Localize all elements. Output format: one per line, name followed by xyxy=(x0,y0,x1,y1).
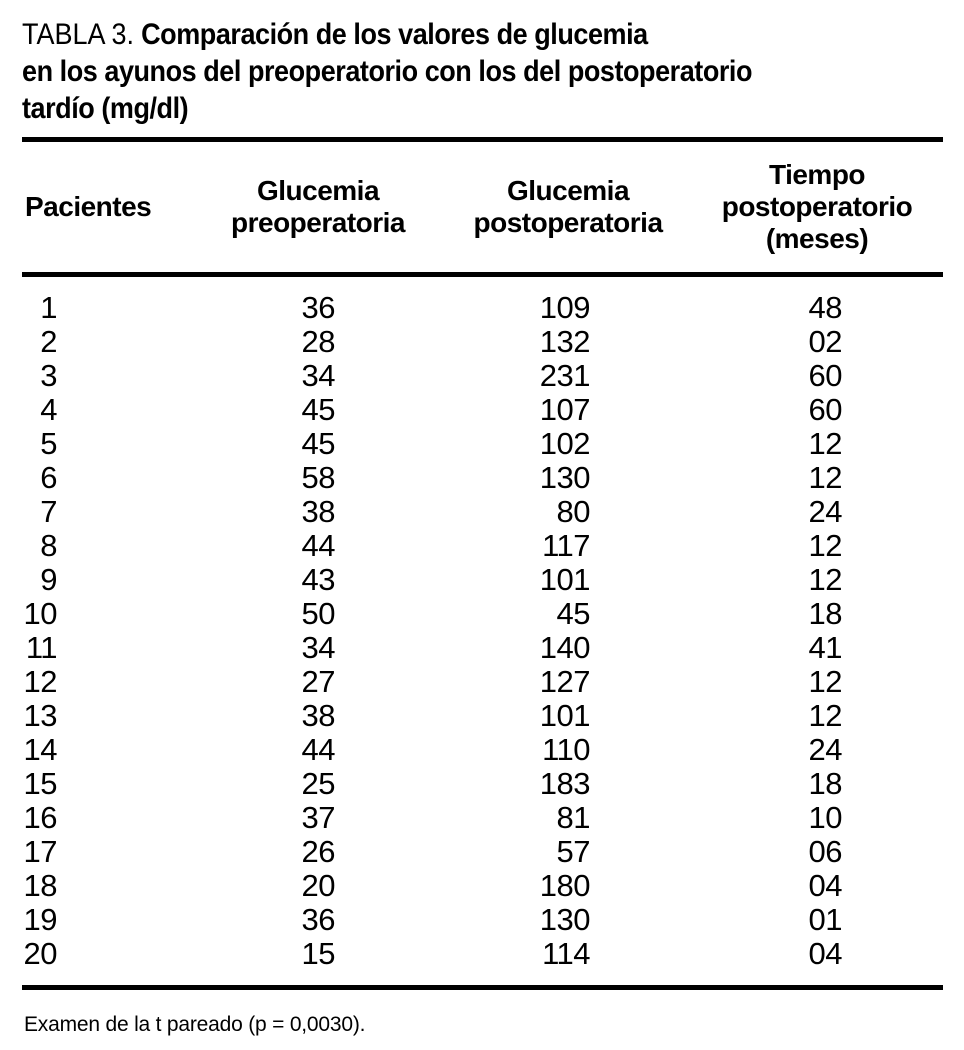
cell-paciente: 16 xyxy=(23,800,57,835)
cell-glucemia-preoperatoria: 50 xyxy=(301,596,335,631)
cell-paciente: 18 xyxy=(23,868,57,903)
table-row xyxy=(22,937,943,971)
column-header-glucemia-postoperatoria xyxy=(468,175,668,239)
cell-paciente: 10 xyxy=(23,596,57,631)
cell-tiempo-postoperatorio: 60 xyxy=(808,358,842,393)
cell-paciente: 9 xyxy=(40,562,57,597)
cell-tiempo-postoperatorio: 06 xyxy=(808,834,842,869)
cell-glucemia-postoperatoria: 101 xyxy=(539,698,590,733)
header-line: Tiempo xyxy=(768,159,866,190)
cell-glucemia-preoperatoria: 45 xyxy=(301,426,335,461)
cell-glucemia-preoperatoria: 58 xyxy=(301,460,335,495)
header-line: Glucemia xyxy=(256,175,380,206)
cell-paciente: 7 xyxy=(40,494,57,529)
cell-glucemia-postoperatoria: 117 xyxy=(542,528,590,563)
cell-glucemia-preoperatoria: 27 xyxy=(301,664,335,699)
cell-glucemia-preoperatoria: 15 xyxy=(301,936,335,971)
cell-glucemia-preoperatoria: 38 xyxy=(301,494,335,529)
cell-glucemia-postoperatoria: 57 xyxy=(556,834,590,869)
cell-tiempo-postoperatorio: 18 xyxy=(808,766,842,801)
cell-tiempo-postoperatorio: 12 xyxy=(808,528,842,563)
table-row xyxy=(22,359,943,393)
header-line: preoperatoria xyxy=(231,207,405,238)
cell-glucemia-postoperatoria: 183 xyxy=(539,766,590,801)
header-line: Pacientes xyxy=(25,191,152,222)
cell-glucemia-postoperatoria: 130 xyxy=(539,460,590,495)
cell-tiempo-postoperatorio: 12 xyxy=(808,664,842,699)
table-row xyxy=(22,427,943,461)
cell-paciente: 2 xyxy=(40,324,57,359)
cell-tiempo-postoperatorio: 24 xyxy=(808,494,842,529)
bottom-divider-rule xyxy=(22,985,943,990)
cell-paciente: 1 xyxy=(40,290,57,325)
table-row xyxy=(22,733,943,767)
cell-glucemia-preoperatoria: 44 xyxy=(301,528,335,563)
cell-glucemia-postoperatoria: 140 xyxy=(539,630,590,665)
cell-tiempo-postoperatorio: 41 xyxy=(808,630,842,665)
cell-paciente: 3 xyxy=(40,358,57,393)
cell-tiempo-postoperatorio: 12 xyxy=(808,562,842,597)
cell-paciente: 13 xyxy=(23,698,57,733)
header-divider-rule xyxy=(22,272,943,277)
cell-glucemia-postoperatoria: 180 xyxy=(539,868,590,903)
table-title-line-2: en los ayunos del preoperatorio con los del postoperatorio xyxy=(22,55,753,88)
table-title xyxy=(22,16,870,127)
cell-tiempo-postoperatorio: 02 xyxy=(808,324,842,359)
table-row xyxy=(22,393,943,427)
table-title-line-1 xyxy=(22,16,870,53)
table-row xyxy=(22,767,943,801)
cell-glucemia-preoperatoria: 26 xyxy=(301,834,335,869)
table-number-label: TABLA 3. xyxy=(22,18,135,51)
table-row xyxy=(22,291,943,325)
table-row xyxy=(22,699,943,733)
table-footnote: Examen de la t pareado (p = 0,0030). xyxy=(24,1013,366,1036)
cell-glucemia-preoperatoria: 28 xyxy=(301,324,335,359)
cell-glucemia-postoperatoria: 102 xyxy=(539,426,590,461)
cell-tiempo-postoperatorio: 12 xyxy=(808,426,842,461)
table-row xyxy=(22,495,943,529)
cell-glucemia-preoperatoria: 36 xyxy=(301,290,335,325)
table-row xyxy=(22,563,943,597)
cell-tiempo-postoperatorio: 01 xyxy=(808,902,842,937)
cell-tiempo-postoperatorio: 24 xyxy=(808,732,842,767)
table-row xyxy=(22,801,943,835)
cell-glucemia-preoperatoria: 34 xyxy=(301,630,335,665)
cell-glucemia-postoperatoria: 130 xyxy=(539,902,590,937)
cell-tiempo-postoperatorio: 60 xyxy=(808,392,842,427)
table-title-line-3: tardío (mg/dl) xyxy=(22,92,189,125)
column-header-tiempo-postoperatorio xyxy=(668,159,943,255)
cell-paciente: 14 xyxy=(23,732,57,767)
cell-glucemia-preoperatoria: 37 xyxy=(301,800,335,835)
table-row xyxy=(22,597,943,631)
cell-paciente: 15 xyxy=(23,766,57,801)
cell-glucemia-preoperatoria: 45 xyxy=(301,392,335,427)
cell-paciente: 4 xyxy=(40,392,57,427)
cell-tiempo-postoperatorio: 48 xyxy=(808,290,842,325)
table-row xyxy=(22,461,943,495)
cell-paciente: 19 xyxy=(23,902,57,937)
cell-glucemia-postoperatoria: 80 xyxy=(556,494,590,529)
cell-glucemia-preoperatoria: 34 xyxy=(301,358,335,393)
cell-tiempo-postoperatorio: 18 xyxy=(808,596,842,631)
column-header-pacientes xyxy=(22,191,168,223)
column-header-glucemia-preoperatoria xyxy=(168,175,468,239)
header-line: postoperatorio xyxy=(721,191,913,222)
cell-glucemia-postoperatoria: 114 xyxy=(542,936,590,971)
table-row xyxy=(22,869,943,903)
cell-glucemia-postoperatoria: 109 xyxy=(539,290,590,325)
cell-paciente: 12 xyxy=(23,664,57,699)
table-header-row xyxy=(22,142,943,272)
header-line: Glucemia xyxy=(506,175,630,206)
cell-paciente: 11 xyxy=(25,630,57,665)
table-title-text-1: Comparación de los valores de glucemia xyxy=(141,18,648,51)
cell-glucemia-preoperatoria: 43 xyxy=(301,562,335,597)
table-row xyxy=(22,903,943,937)
table-row xyxy=(22,325,943,359)
cell-paciente: 17 xyxy=(23,834,57,869)
cell-paciente: 5 xyxy=(40,426,57,461)
cell-glucemia-postoperatoria: 101 xyxy=(539,562,590,597)
cell-tiempo-postoperatorio: 04 xyxy=(808,868,842,903)
cell-tiempo-postoperatorio: 10 xyxy=(808,800,842,835)
cell-glucemia-preoperatoria: 36 xyxy=(301,902,335,937)
cell-glucemia-postoperatoria: 132 xyxy=(539,324,590,359)
table-row xyxy=(22,631,943,665)
cell-paciente: 6 xyxy=(40,460,57,495)
table-row xyxy=(22,835,943,869)
cell-paciente: 8 xyxy=(40,528,57,563)
cell-tiempo-postoperatorio: 12 xyxy=(808,460,842,495)
cell-glucemia-postoperatoria: 231 xyxy=(539,358,590,393)
table-row xyxy=(22,529,943,563)
cell-glucemia-preoperatoria: 25 xyxy=(301,766,335,801)
cell-glucemia-postoperatoria: 127 xyxy=(539,664,590,699)
cell-glucemia-preoperatoria: 20 xyxy=(301,868,335,903)
table-body xyxy=(22,291,943,971)
cell-paciente: 20 xyxy=(23,936,57,971)
cell-tiempo-postoperatorio: 04 xyxy=(808,936,842,971)
cell-glucemia-postoperatoria: 110 xyxy=(542,732,590,767)
cell-tiempo-postoperatorio: 12 xyxy=(808,698,842,733)
header-line: postoperatoria xyxy=(473,207,663,238)
cell-glucemia-preoperatoria: 38 xyxy=(301,698,335,733)
header-line: (meses) xyxy=(765,223,869,254)
table-row xyxy=(22,665,943,699)
cell-glucemia-postoperatoria: 81 xyxy=(556,800,590,835)
cell-glucemia-postoperatoria: 107 xyxy=(539,392,590,427)
cell-glucemia-preoperatoria: 44 xyxy=(301,732,335,767)
cell-glucemia-postoperatoria: 45 xyxy=(556,596,590,631)
